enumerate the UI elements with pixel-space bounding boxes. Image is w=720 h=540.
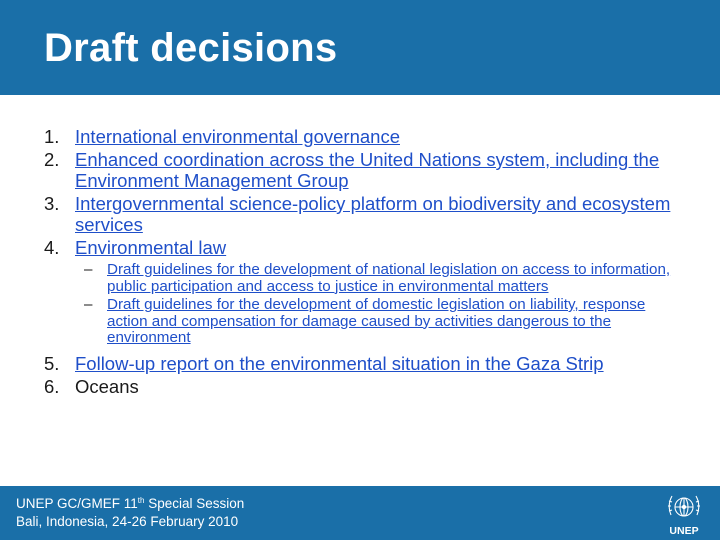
item-number: 6. (44, 375, 60, 397)
item-link[interactable]: Environmental law (75, 237, 227, 258)
item-number: 2. (44, 149, 60, 170)
item-link[interactable]: Enhanced coordination across the United Nations system, including the Environment Management Group (75, 149, 660, 191)
session-type: Special Session (144, 496, 245, 511)
dash-bullet: – (84, 296, 93, 313)
item-number: 1. (44, 126, 60, 147)
list-item (44, 376, 684, 397)
item-link[interactable]: Intergovernmental science-policy platform on biodiversity and ecosystem services (75, 193, 671, 235)
sub-list (84, 262, 684, 347)
unep-logo-icon (658, 489, 710, 539)
sub-list-item (84, 297, 684, 347)
item-link[interactable]: Follow-up report on the environmental situation in the Gaza Strip (75, 352, 604, 374)
list-item (44, 237, 684, 258)
sub-item-link[interactable]: Draft guidelines for the development of national legislation on access to information, public participation and access to justice in environmental matters (107, 261, 671, 295)
item-number: 3. (44, 193, 60, 214)
item-number: 5. (44, 352, 60, 374)
list-item (44, 126, 684, 147)
item-link[interactable]: International environmental governance (75, 126, 400, 147)
session-label (16, 496, 244, 511)
session-location: Bali, Indonesia, 24-26 February 2010 (16, 514, 239, 529)
sub-item-link[interactable]: Draft guidelines for the development of domestic legislation on liability, response action and compensation for damage caused by activities dangerous to the environment (107, 296, 646, 346)
list-item (44, 353, 684, 374)
sub-list-item (84, 262, 684, 295)
decision-list (44, 126, 684, 399)
list-item (44, 149, 684, 191)
ordinal-suffix: th (137, 496, 145, 505)
logo-text: UNEP (669, 525, 699, 537)
dash-bullet: – (84, 261, 93, 278)
session-name: UNEP GC/GMEF 11 (16, 496, 138, 511)
item-number: 4. (44, 237, 60, 258)
slide-header (0, 0, 720, 95)
slide-title: Draft decisions (44, 26, 338, 70)
slide-footer (0, 486, 720, 540)
item-text: Oceans (75, 375, 139, 397)
list-item (44, 193, 684, 235)
